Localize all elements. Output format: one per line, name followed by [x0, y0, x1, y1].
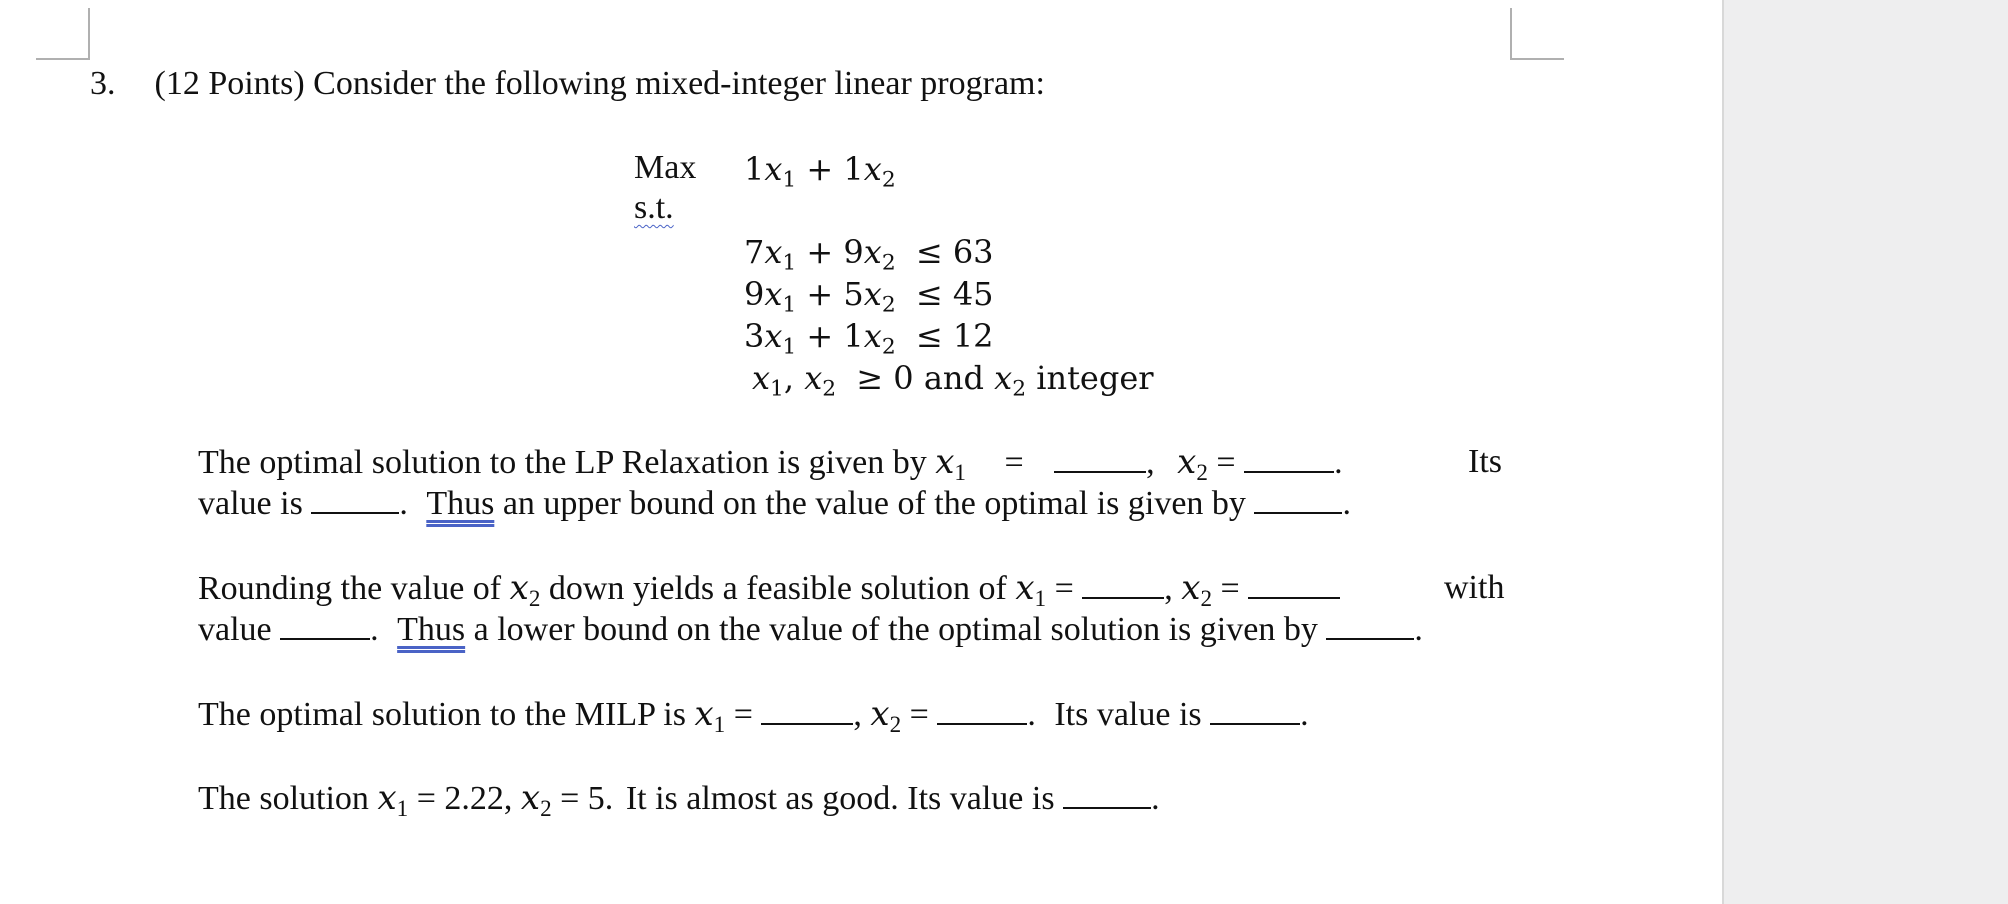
blank-alternative-value[interactable] [1063, 779, 1151, 809]
question-header [90, 64, 1045, 104]
nonnegativity-constraint: $x_1$, $x_2 \ge 0$ and $x_2$ integer [752, 359, 1154, 402]
blank-x2-milp[interactable] [937, 695, 1027, 725]
objective-function: $1x_1 + 1x_2$ [744, 150, 896, 193]
blank-x1-lp[interactable] [1054, 443, 1146, 473]
question-text: (12 Points) Consider the following mixed-integer linear program: [154, 65, 1045, 102]
its-label: Its [1468, 443, 1502, 480]
st-label: s.t. [634, 189, 674, 226]
paragraph-lp-relaxation-line-2: value is . Thus an upper bound on the value of the optimal is given by . [198, 485, 1351, 522]
question-number: 3. [90, 65, 116, 102]
blank-rounded-value[interactable] [280, 610, 370, 640]
paragraph-alternative-solution: The solution $x_1 = 2.22$, $x_2 = 5$. It is almost as good. Its value is . [198, 778, 1160, 822]
blank-x1-milp[interactable] [761, 695, 853, 725]
paragraph-rounding-line-1: Rounding the value of $x_2$ down yields a feasible solution of $x_1$ = , $x_2$ = [198, 568, 1340, 609]
max-label: Max [634, 149, 697, 186]
blank-x1-rounded[interactable] [1082, 569, 1164, 599]
paragraph-milp-optimal: The optimal solution to the MILP is $x_1$ = , $x_2$ = . Its value is . [198, 694, 1309, 738]
blank-x2-lp[interactable] [1244, 443, 1334, 473]
paragraph-rounding-line-2: value . Thus a lower bound on the value of the optimal solution is given by . [198, 611, 1423, 648]
constraint-1: $7x_1 + 9x_2 \le 63$ [744, 233, 994, 276]
constraint-2: $9x_1 + 5x_2 \le 45$ [744, 275, 994, 318]
blank-lp-value[interactable] [311, 484, 399, 514]
blank-x2-rounded[interactable] [1248, 569, 1340, 599]
constraint-3: $3x_1 + 1x_2 \le 12$ [744, 317, 994, 360]
blank-milp-value[interactable] [1210, 695, 1300, 725]
with-label: with [1444, 569, 1505, 606]
document-margin-area [1722, 0, 2008, 904]
paragraph-lp-relaxation-line-1: The optimal solution to the LP Relaxation is given by $x_1$ = , $x_2$ = . [198, 442, 1343, 486]
blank-lower-bound[interactable] [1326, 610, 1414, 640]
blank-upper-bound[interactable] [1254, 484, 1342, 514]
